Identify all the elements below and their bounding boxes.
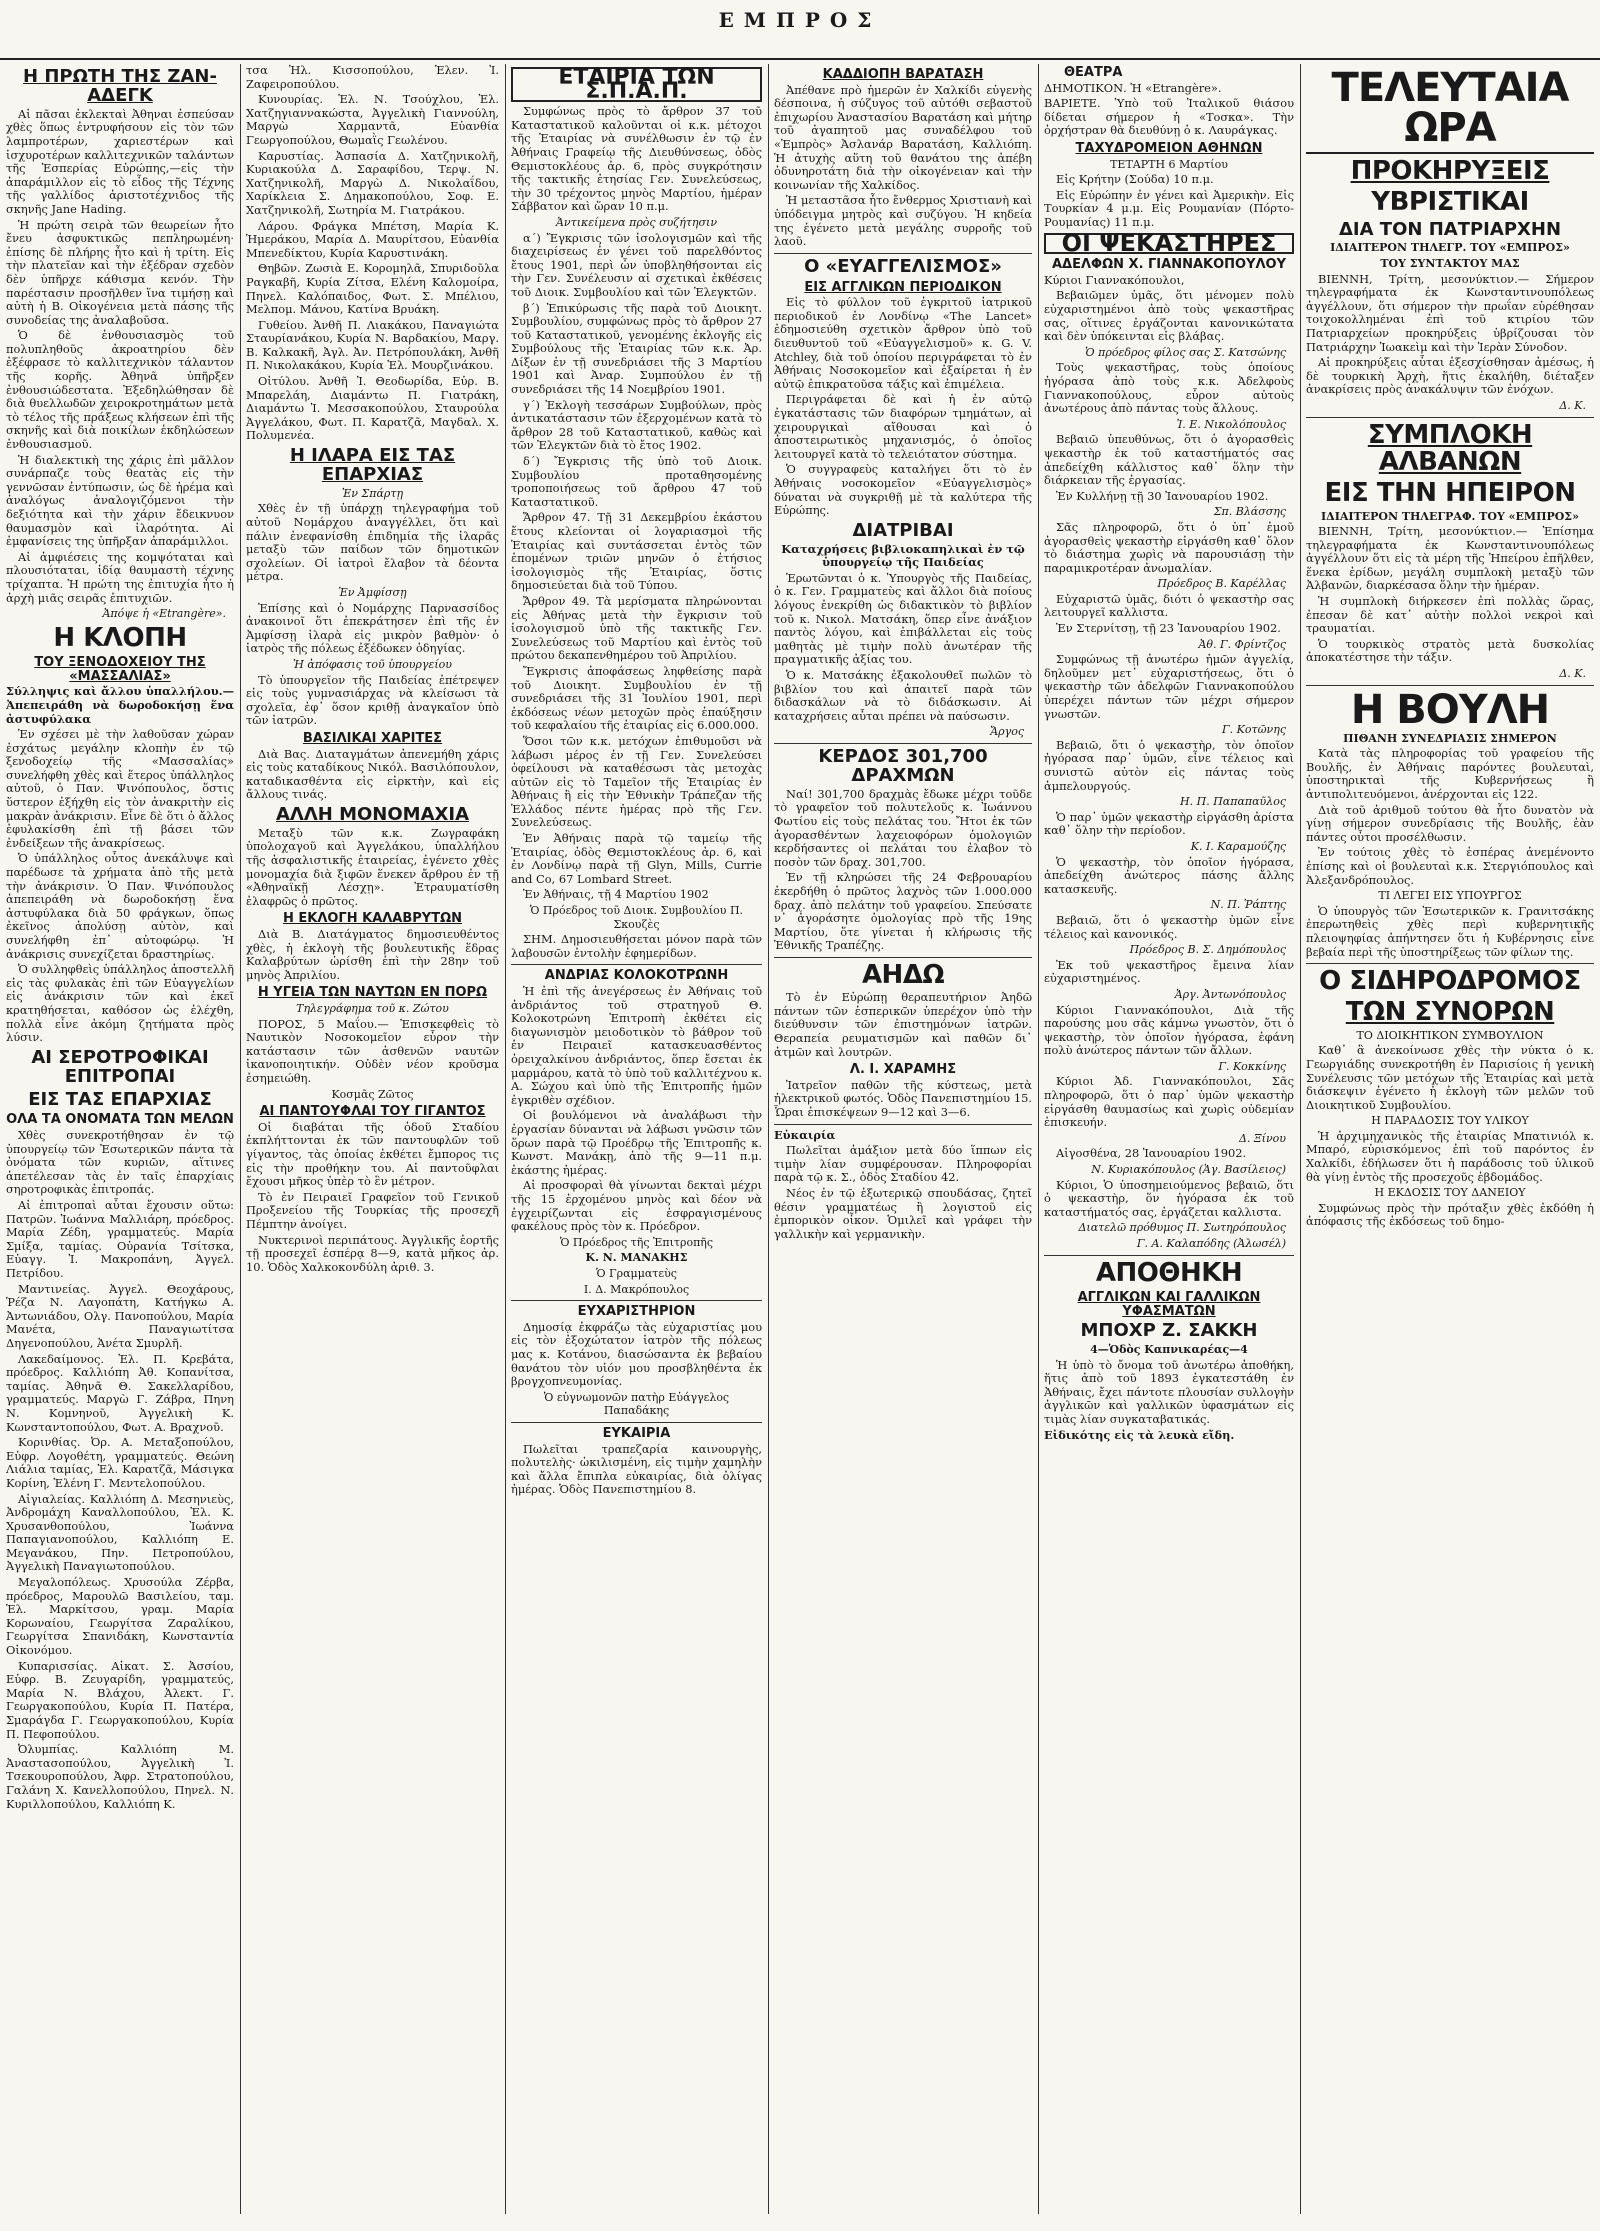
- paragraph: Αἰγιαλείας. Καλλιόπη Δ. Μεσηνιεὺς, Ἀνδρομάχη Καναλλοπούλου, Ἑλ. Κ. Χρυσανθοπούλου, Ἰωάννα Παπαγιανοπούλου, Καλλιόπη Ε. Μεγανάκου, Πην. Πετροπούλου, Ἀγγελικὴ Παναγιωτοπούλου.: [6, 1491, 234, 1574]
- section-subtitle: ΤΕΤΑΡΤΗ 6 Μαρτίου: [1110, 157, 1228, 171]
- paragraph: Βεβαιῶ, ὅτι ὁ ψεκαστὴρ ὑμῶν εἶνε τέλειος καὶ κανονικός.: [1044, 912, 1294, 941]
- divider: [1044, 1255, 1294, 1256]
- paragraph: Πωλεῖται τραπεζαρία καινουργὴς, πολυτελὴς· ὠκιλισμένη, εἰς τιμὴν χαμηλὴν καὶ ἄλλα ἔπιπλα εὐκαιρίας, διὰ ὀλίγας ἡμέρας. Ὁδὸς Πανεπιστημίου 8.: [511, 1441, 762, 1497]
- paragraph: Ὁ κ. Ματσάκης ἐξακολουθεῖ πωλῶν τὸ βιβλίον του καὶ ἀπαιτεῖ παρὰ τῶν διδασκάλων νὰ τὸ διδάσκωσιν. Αἱ καταχρήσεις αὗται πρέπει νὰ παύσωσιν.: [774, 668, 1032, 723]
- article-headline: Η ΚΛΟΠΗ: [53, 622, 187, 653]
- paragraph: Ἄρθρον 47. Τῇ 31 Δεκεμβρίου ἑκάστου ἔτους κλείονται οἱ λογαριασμοὶ τῆς Ἑταιρίας καὶ συντάσσεται ἐντὸς τῶν ἑπομένων τριῶν μηνῶν ὁ ἐτήσιος ἰσολογισμὸς τῆς Ἑταιρίας, ὅστις δημοσιεύεται διὰ τοῦ Τύπου.: [511, 510, 762, 593]
- paragraph: Ἀπέθανε πρὸ ἡμερῶν ἐν Χαλκίδι εὐγενὴς δέσποινα, ἡ σύζυγος τοῦ αὐτόθι σεβαστοῦ ἐπιχωρίου Ἀναστασίου Βαρατάση καὶ μήτηρ τοῦ ἀγαπητοῦ μας συναδέλφου τοῦ «Ἐμπρὸς» Ἀσλανάρ Βαρατάση, Καλλιόπη. Ἡ ἀτυχὴς αὕτη τοῦ θανάτου της ἀπέβη ὀδυνηροτάτη διὰ τὴν οἰκογένειαν καὶ τὴν κοινωνίαν τῆς Χαλκίδος.: [774, 82, 1032, 192]
- signature: Ὁ Πρόεδρος τοῦ Διοικ. Συμβουλίου Π. Σκουζὲς: [529, 904, 744, 931]
- paragraph: Κύριοι Ἀδ. Γιαννακόπουλοι, Σᾶς πληροφορῶ, ὅτι ὁ παρ᾽ ὑμῶν ψεκαστὴρ εἰργάσθη θαυμασίως καὶ χωρὶς οὐδεμίαν ἐπισκευήν.: [1044, 1074, 1294, 1130]
- paragraph: Πωλεῖται ἁμάξιον μετὰ δύο ἵππων εἰς τιμὴν λίαν συμφέρουσαν. Πληροφορίαι παρὰ τῷ κ. Σ., ὁδὸς Σταδίου 42.: [774, 1143, 1032, 1185]
- column-divider: [768, 64, 769, 2214]
- signature: Ἀπόψε ἡ «Etrangère».: [102, 607, 226, 621]
- paragraph: Τὸ ὑπουργεῖον τῆς Παιδείας ἐπέτρεψεν εἰς τοὺς γυμνασιάρχας νὰ κλείσωσι τὰ σχολεῖα, ἐφ᾽ ὅσον κριθῇ ἀναγκαῖον ὑπὸ τῶν ἰατρῶν.: [246, 672, 499, 728]
- column-1: [6, 64, 234, 2214]
- paragraph: Ἡ ἐπὶ τῆς ἀνεγέρσεως ἐν Ἀθήναις τοῦ ἀνδριάντος τοῦ στρατηγοῦ Θ. Κολοκοτρώνη Ἐπιτροπὴ ἐκθέτει εἰς διαγωνισμὸν μειοδοτικὸν τὸ βάθρον τοῦ ἐν Πειραιεῖ κατασκευασθέντος ὀρειχαλκίνου ἀνδριάντος, ὅπερ ἔσεται ἐκ μαρμάρου, κατὰ τὸ ὑπὸ τοῦ καλλιτέχνου κ. Α. Σώχου καὶ ὑπὸ τῆς Ἐπιτροπῆς ἡμῶν ἐγκριθὲν σχέδιον.: [511, 984, 762, 1107]
- paragraph: Αἱ ἐπιτροπαὶ αὗται ἔχουσιν οὕτω: Πατρῶν. Ἰωάννα Μαλλιάρη, πρόεδρος. Μαρία Ζέδη, γραμματεύς. Μαρία Σμίξα, ταμίας. Οὐρανία Τσίτσκα, Εὐαγγ. Ἰ. Μακροπάνη, Ἀγγελ. Πετρίδου.: [6, 1198, 234, 1281]
- section-headline: ΤΕΛΕΥΤΑΙΑ ΩΡΑ: [1306, 68, 1594, 154]
- paragraph: Κυνουρίας. Ἑλ. Ν. Τσούχλου, Ἑλ. Χατζηγιαννακώστα, Ἀγγελικὴ Γιαννούλη, Μαργὼ Χαρμαντᾶ, Εὐανθία Γεωργοπούλου, Θωμαῒς Γεωλένου.: [246, 92, 499, 147]
- paragraph: Ὀλυμπίας. Καλλιόπη Μ. Ἀναστασοπούλου, Ἀγγελικὴ Ἰ. Τσεκουροπούλου, Ἀφρ. Στρατοπούλου, Γαλάνη Χ. Κανελλοπούλου, Πηνελ. Ν. Κυριλλοπούλου, Καλλιόπη Κ.: [6, 1742, 234, 1811]
- article-headline: Ο «ΕΥΑΓΓΕΛΙΣΜΟΣ»: [804, 255, 1002, 277]
- paragraph: Αἱ προκηρύξεις αὗται ἐξεσχίσθησαν ἀμέσως, ἡ δὲ τουρκικὴ Ἀρχὴ, ἥτις ἐκαλήθη, διέταξεν ἀνακρίσεις πρὸς ἀνακάλυψιν τῶν ἐνόχων.: [1306, 355, 1594, 397]
- paragraph: Διὰ Β. Διατάγματος δημοσιευθέντος χθὲς, ἡ ἐκλογὴ τῆς βουλευτικῆς ἕδρας Καλαβρύτων ὡρίσθη ἐπὶ τὴν 28ην τοῦ μηνὸς Ἀπριλίου.: [246, 927, 499, 982]
- notice-headline: ΑΝΔΡΙΑΣ ΚΟΛΟΚΟΤΡΩΝΗ: [544, 968, 729, 984]
- paragraph: Ὁ ὑπουργὸς τῶν Ἐσωτερικῶν κ. Γρανιτσάκης ἐπερωτηθεὶς χθὲς περὶ κυβερνητικῆς πλειοψηφίας ἀπήντησεν ὅτι ἡ Κυβέρνησις εἶνε βεβαία περὶ τῆς ὑποστηρίξεως τῶν φίλων της.: [1306, 903, 1594, 959]
- paragraph: Χθὲς συνεκροτήθησαν ἐν τῷ ὑπουργείῳ τῶν Ἐσωτερικῶν πάντα τὰ ὀνόματα τῶν κυριῶν, αἵτινες ἀπετέλεσαν τὰς ἐν ταῖς ἐπαρχίαις σηροτροφικὰς ἐπιτροπάς.: [6, 1128, 234, 1197]
- advert-label: Εὐκαιρία: [774, 1127, 836, 1142]
- paragraph: Κύριοι, Ὁ ὑποσημειούμενος βεβαιῶ, ὅτι ὁ ψεκαστὴρ, ὅν ἠγόρασα ἐκ τοῦ καταστήματός σας, ἐργάζεται καλλιστα.: [1044, 1177, 1294, 1219]
- signature: Ἰ. Ε. Νικολόπουλος: [1176, 417, 1286, 431]
- paragraph: Εἰς τὸ φύλλον τοῦ ἐγκριτοῦ ἰατρικοῦ περιοδικοῦ ἐν Λονδίνῳ «The Lancet» ἐδημοσιεύθη σχετικὸν ἄρθρον ὑπὸ τοῦ διευθυντοῦ τοῦ «Εὐαγγελισμοῦ» κ. G. V. Atchley, διὰ τοῦ ὁποίου περιγράφεται τὸ ἐν Ἀθήναις Νοσοκομεῖον καὶ ἐξαίρεται ἡ ἐν αὐτῷ ἐπικρατοῦσα τάξις καὶ ἐπιμέλεια.: [774, 295, 1032, 391]
- paragraph: Συμφώνως πρὸς τὸ ἄρθρον 37 τοῦ Καταστατικοῦ καλοῦνται οἱ κ.κ. μέτοχοι τῆς Ἑταιρίας νὰ συνέλθωσιν ἐν τῷ ἐν Ἀθήναις Γραφείῳ τῆς Διευθύνσεως, ὁδὸς Θεμιστοκλέους ἀρ. 6, πρὸς συγκρότησιν τῆς τακτικῆς ἐτησίας Γεν. Συνελεύσεως, τὴν 30 τρέχοντος μηνὸς Μαρτίου, ἡμέραν Σάββατον καὶ ὥραν 10 π.μ.: [511, 104, 762, 214]
- paragraph: Αἱ προσφοραὶ θὰ γίνωνται δεκταὶ μέχρι τῆς 15 ἐρχομένου μηνὸς καὶ δέον νὰ ἐγχειρίζωνται εἰς ἐσφραγισμένους φακέλους πρὸς τὸν κ. Πρόεδρον.: [511, 1178, 762, 1234]
- paragraph: Ὁ τουρκικὸς στρατὸς μετὰ δυσκολίας ἀποκατέστησε τὴν τάξιν.: [1306, 636, 1594, 665]
- paragraph: ΔΗΜΟΤΙΚΟΝ. Ἡ «Etrangère».: [1044, 80, 1222, 95]
- paragraph: δ΄) Ἔγκρισις τῆς ὑπὸ τοῦ Διοικ. Συμβουλίου προταθησομένης τροποποιήσεως τοῦ ἄρθρου 47 τοῦ Καταστατικοῦ.: [511, 454, 762, 509]
- paragraph: Κύριοι Γιαννακόπουλοι, Διὰ τῆς παρούσης μου σᾶς κάμνω γνωστὸν, ὅτι ὁ ψεκαστὴρ, τὸν ὁποῖον ἠγόρασα, ἐφάνη πολὺ ἀνώτερος πάντων τῶν ἄλλων.: [1044, 1002, 1294, 1058]
- paragraph: Σᾶς πληροφορῶ, ὅτι ὁ ὑπ᾽ ἐμοῦ ἀγορασθεὶς ψεκαστὴρ εἰργάσθη καθ᾽ ὅλον τὸ διάστημα χωρὶς νὰ παρουσιάσῃ τὴν παραμικροτέραν ἀνωμαλίαν.: [1044, 519, 1294, 575]
- paragraph: Περιγράφεται δὲ καὶ ἡ ἐν αὐτῷ ἐγκατάστασις τῶν διαφόρων τμημάτων, αἱ χειρουργικαὶ αἴθουσαι καὶ ὁ ἀποστειρωτικὸς μηχανισμός, ὁ ὁποῖος λειτουργεῖ κατὰ τὸ τελειότατον σύστημα.: [774, 392, 1032, 461]
- paragraph: ΒΑΡΙΕΤΕ. Ὑπὸ τοῦ Ἰταλικοῦ θιάσου δίδεται σήμερον ἡ «Τοσκα». Τὴν ὀρχήστραν θὰ διευθύνῃ ὁ κ. Λαυράγκας.: [1044, 96, 1294, 138]
- signature: Πρόεδρος Β. Καρέλλας: [1157, 577, 1286, 591]
- paragraph: Ἡ μεταστᾶσα ἦτο ἔνθερμος Χριστιανὴ καὶ ὑπόδειγμα μητρὸς καὶ συζύγου. Ἡ κηδεία της ἐγένετο μετὰ μεγάλης συρροῆς τοῦ λαοῦ.: [774, 193, 1032, 249]
- paragraph: Λάρου. Φράγκα Μπέτση, Μαρία Κ. Ἡμεράκου, Μαρία Δ. Μαυρίτσου, Εὐανθία Μπενεδίκτου, Κυρία Καρυστινάκη.: [246, 218, 499, 260]
- article-headline: ΑΙ ΠΑΝΤΟΥΦΛΑΙ ΤΟΥ ΓΙΓΑΝΤΟΣ: [259, 1104, 486, 1120]
- paragraph: Κατὰ τὰς πληροφορίας τοῦ γραφείου τῆς Βουλῆς, ἐν Ἀθήναις παρόντες βουλευταὶ, ὑποστηρικταὶ τῆς Κυβερνήσεως ἢ ἀντιπολιτευόμενοι, ἀνέρχονται εἰς 122.: [1306, 746, 1594, 801]
- section-subtitle: Τηλεγράφημα τοῦ κ. Ζώτου: [296, 1002, 449, 1016]
- article-headline: ΥΒΡΙΣΤΙΚΑΙ: [1371, 187, 1529, 218]
- divider: [511, 964, 762, 965]
- paragraph: Ἐρωτῶνται ὁ κ. Ὑπουργὸς τῆς Παιδείας, ὁ κ. Γεν. Γραμματεὺς καὶ ἄλλοι διὰ ποίους λόγους ἐνεκρίθη ὡς διδακτικὸν τὸ βιβλίον τοῦ κ. Νικολ. Ματσάκη, ὅπερ εἶνε ἀνάξιον παντὸς λόγου, καὶ ἐπιβάλλεται εἰς τοὺς μαθητὰς μὲ τιμὴν πολὺ ἀνωτέραν τῆς πραγματικῆς ἀξίας του.: [774, 570, 1032, 667]
- paragraph: Ναί! 301,700 δραχμὰς ἔδωκε μέχρι τοῦδε τὸ γραφεῖον τοῦ πολυτελοῦς κ. Ἰωάννου Φωτίου εἰς τοὺς πελάτας του. Ἤτοι ἐκ τῶν ἀγορασθέντων λαχειοφόρων ὁμολογιῶν κερδήσαντες οἱ πελάται του ἐλαβον τὸ ποσὸν τῶν δραχ. 301,700.: [774, 786, 1032, 869]
- paragraph: Τὸ ἐν Πειραιεῖ Γραφεῖον τοῦ Γενικοῦ Προξενείου τῆς Τουρκίας τῆς προσεχῆ Πέμπτην ἀνοίγει.: [246, 1189, 499, 1231]
- divider: [774, 957, 1032, 958]
- paragraph: Ἐν Ἀθήναις, τῇ 4 Μαρτίου 1902: [523, 887, 709, 902]
- paragraph: α΄) Ἔγκρισις τῶν ἰσολογισμῶν καὶ τῆς διαχειρίσεως ἐν γένει τοῦ παρελθόντος ἔτους 1901, περὶ ὧν ὑποβληθήσονται εἰς τὴν Γεν. Συνέλευσιν αἱ σχετικαὶ ἐκθέσεις τοῦ Διοικ. Συμβουλίου καὶ τῶν Ἐλεγκτῶν.: [511, 230, 762, 299]
- paragraph: ΣΗΜ. Δημοσιευθήσεται μόνον παρὰ τῶν λαβουσῶν ἐντολὴν ἐφημερίδων.: [511, 932, 762, 960]
- paragraph: Ἡ πρώτη σειρὰ τῶν θεωρείων ἦτο ἔνευ ἀσφυκτικῶς πεπληρωμένη· ἐπίσης δὲ πλήρης ἦτο καὶ ἡ τρίτη. Εἰς τὴν πλατεῖαν καὶ τὴν ἐξέδραν σχεδὸν δὲν ὑπῆρχε κάθισμα κενόν. Τὴν παρέστασιν προσῆλθεν ἵνα τιμήσῃ καὶ αὐτὴ ἡ Β. Οἰκογένεια μετὰ πάσης τῆς συνοδείας της ἀναλαβοῦσα.: [6, 217, 234, 327]
- signature: Γ. Α. Καλαπόδης (Ἀλωσέλ): [1136, 1237, 1286, 1250]
- paragraph: Καρυστίας. Ἀσπασία Δ. Χατζηνικολῆ, Κυριακούλα Δ. Σαραφίδου, Τερψ. Ν. Χατζηνικολῆ, Μαργὼ Δ. Νικολαΐδου, Χαρίκλεια Σ. Δημακοπούλου, Σοφ. Ε. Χατζηνικολῆ, Σωτηρία Μ. Γιατράκου.: [246, 148, 499, 217]
- section-subtitle: Ἐν Σπάρτῃ: [341, 486, 404, 500]
- paragraph: τσα Ἠλ. Κισσοπούλου, Ἑλεν. Ἰ. Ζαφειροπούλου.: [246, 64, 499, 91]
- article-headline: ΚΑΔΔΙΟΠΗ ΒΑΡΑΤΑΣΗ: [822, 67, 984, 82]
- paragraph: Νυκτερινοὶ περιπάτους. Ἀγγλικῆς ἑορτῆς τῇ προσεχεῖ ἑσπέρᾳ 8—9, κατὰ μῆκος ἀρ. 10. Ὁδὸς Χαλκοκονδύλη ἀριθ. 3.: [246, 1232, 499, 1274]
- paragraph: Ἐν τούτοις χθὲς τὸ ἑσπέρας ἀνεμένοντο ἐπίσης καὶ οἱ βουλευταὶ κ.κ. Στεργιόπουλος καὶ Ἀλεξανδρόπουλος.: [1306, 845, 1594, 887]
- paragraph: Ἐν Κυλλήνῃ τῇ 30 Ἰανουαρίου 1902.: [1056, 488, 1269, 503]
- signature: Ὁ εὐγνωμονῶν πατὴρ Εὐάγγελος Παπαδάκης: [543, 1390, 730, 1418]
- column-5: [1044, 64, 1294, 2214]
- paragraph: Εἰδικότης εἰς τὰ λευκὰ εἴδη.: [1044, 1427, 1235, 1442]
- divider: [774, 253, 1032, 254]
- paragraph: Ὁ συλληφθεὶς ὑπάλληλος ἀποστελλῆ εἰς τὰς φυλακὰς ἐπὶ τῶν Εὐαγγελίων εἰς ἀνάκρισιν τῶν καὶ ἐκεῖ κρατηθήσεται, καθόσον ὡς ἐλέχθη, πολλὰ εἶνε ἀκόμη ζητήματα πρὸς λύσιν.: [6, 962, 234, 1045]
- column-divider: [1300, 64, 1301, 2214]
- article-headline: ΕΙΣ ΤΑΣ ΕΠΑΡΧΙΑΣ: [28, 1088, 212, 1110]
- paragraph: Ἔγκρισις ἀποφάσεως ληφθείσης παρὰ τοῦ Διοικητ. Συμβουλίου ἐν τῇ συνεδριάσει τῆς 31 Ἰουλίου 1901, περὶ ἐκδόσεως νέων μετοχῶν πρὸς ἐπαύξησιν τοῦ κεφαλαίου τῆς ἑταιρίας εἰς 6.000.000.: [511, 663, 762, 733]
- section-subtitle: ΙΔΙΑΙΤΕΡΟΝ ΤΗΛΕΓΡΑΦ. ΤΟΥ «ΕΜΠΡΟΣ»: [1321, 509, 1579, 523]
- advert-headline: ΑΗΔΩ: [861, 959, 945, 990]
- column-3: [511, 64, 762, 2214]
- divider: [1306, 963, 1594, 964]
- signature: Κ. Ν. ΜΑΝΑΚΗΣ: [585, 1251, 688, 1265]
- article-headline: Η ΠΡΩΤΗ ΤΗΣ ΖΑΝ-ΑΔΕΓΚ: [23, 66, 217, 106]
- paragraph: Συμφώνως πρὸς τὴν πρόταξιν χθὲς ἐκδόθη ἡ ἀπόφασις τῆς ἐκδόσεως τοῦ δημο-: [1306, 1200, 1594, 1229]
- signature: Η. Π. Παπαπαῦλος: [1180, 795, 1286, 809]
- paragraph: Μαντινείας. Ἀγγελ. Θεοχάρους, Ῥέζα Ν. Λαγοπάτη, Κατήγκω Α. Ἀντωνιάδου, Ολγ. Πανοπούλου, Μαρία Μανέτα, Παναγιωτίτσα Δηγενοπούλου, Ἀνέτα Σμυρλῆ.: [6, 1281, 234, 1350]
- paragraph: Βεβαιῶ, ὅτι ὁ ψεκαστὴρ, τὸν ὁποῖον ἠγόρασα παρ᾽ ὑμῶν, εἶνε τέλειος καὶ συνιστῶ αὐτὸν εἰς πάντας τοὺς ἀμπελουργούς.: [1044, 737, 1294, 793]
- masthead-rule: [0, 58, 1600, 60]
- section-subtitle: ΤΙ ΛΕΓΕΙ ΕΙΣ ΥΠΟΥΡΓΟΣ: [1378, 889, 1522, 903]
- divider: [774, 1124, 1032, 1125]
- article-headline: ΕΙΣ ΤΗΝ ΗΠΕΙΡΟΝ: [1324, 478, 1576, 509]
- signature: Ὁ Πρόεδρος τῆς Ἐπιτροπῆς: [559, 1235, 714, 1249]
- section-subtitle: ΤΟ ΔΙΟΙΚΗΤΙΚΟΝ ΣΥΜΒΟΥΛΙΟΝ: [1356, 1028, 1544, 1042]
- column-divider: [505, 64, 506, 2214]
- paragraph: Ὁ ψεκαστὴρ, τὸν ὁποῖον ἠγόρασα, ἀπεδείχθη ἀνώτερος πάσης ἄλλης κατασκευῆς.: [1044, 854, 1294, 896]
- paragraph: Ἐν Στερνίτσῃ, τῇ 23 Ἰανουαρίου 1902.: [1056, 621, 1281, 636]
- advert-subheadline: ΑΓΓΛΙΚΩΝ ΚΑΙ ΓΑΛΛΙΚΩΝ ΥΦΑΣΜΑΤΩΝ: [1077, 1289, 1261, 1319]
- signature: Σπ. Βλάσσης: [1213, 505, 1286, 519]
- section-headline: ΘΕΑΤΡΑ: [1064, 65, 1123, 80]
- article-headline: ΤΩΝ ΣΥΝΟΡΩΝ: [1345, 997, 1555, 1028]
- advert-headline: ΟΙ ΨΕΚΑΣΤΗΡΕΣ: [1044, 233, 1294, 255]
- paragraph: Κυπαρισσίας. Αἰκατ. Σ. Ἀσσίου, Εὐφρ. Β. Ζευγαρίδη, γραμματεύς, Μαρία Ν. Βλάχου, Ἀλεκτ. Γ. Γεωργακοπούλου, Κυρία Π. Πατέρα, Σμαράγδα Γ. Γεωργακοπούλου, Κυρία Π. Πεφοπούλου.: [6, 1658, 234, 1741]
- paragraph: Δημοσίᾳ ἐκφράζω τὰς εὐχαριστίας μου εἰς τὸν ἐξοχώτατον ἰατρὸν τῆς πόλεως μας κ. Κοτάνου, διασώσαντα ἐκ βεβαίου θανάτου τὸν υἱόν μου προσβληθέντα ἐκ βρογχοπνευμονίας.: [511, 1319, 762, 1389]
- signature: Κοσμᾶς Ζῶτος: [331, 1087, 414, 1101]
- paragraph: γ΄) Ἐκλογὴ τεσσάρων Συμβούλων, πρὸς ἀντικατάστασιν τῶν ἐξερχομένων κατὰ τὸ ἄρθρον 28 τοῦ Καταστατικοῦ, καθὼς καὶ τῶν Ἐλεγκτῶν διὰ τὸ ἔτος 1902.: [511, 397, 762, 453]
- notice-headline: ΕΥΧΑΡΙΣΤΗΡΙΟΝ: [577, 1304, 696, 1320]
- paragraph: Ἰατρεῖον παθῶν τῆς κύστεως, μετὰ ἠλεκτρικοῦ φωτός. Ὁδὸς Πανεπιστημίου 15. Ὧραι ἐπισκέψεων 9—12 καὶ 3—6.: [774, 1077, 1032, 1119]
- article-headline: ΒΑΣΙΛΙΚΑΙ ΧΑΡΙΤΕΣ: [302, 730, 443, 746]
- paragraph: Καθ᾽ ἃ ἀνεκοίνωσε χθὲς τὴν νύκτα ὁ κ. Γεωργιάδης συνεκροτήθη ἐν Παρισίοις ἡ γενικὴ Συνέλευσις τῶν μετόχων τῆς Ἑταιρίας καὶ μετὰ διάσκεψιν ἐγένετο ἡ ἐκλογὴ τῶν μελῶν τοῦ Διοικητικοῦ Συμβουλίου.: [1306, 1043, 1594, 1112]
- paragraph: Ἐκ τοῦ ψεκαστῆρος ἔμεινα λίαν εὐχαριστημένος.: [1044, 957, 1294, 986]
- article-subheadline: ΕΙΣ ΑΓΓΛΙΚΩΝ ΠΕΡΙΟΔΙΚΟΝ: [804, 279, 1002, 295]
- paragraph: Κύριοι Γιαννακόπουλοι,: [1044, 272, 1185, 287]
- divider: [511, 1300, 762, 1301]
- paragraph: β΄) Ἐπικύρωσις τῆς παρὰ τοῦ Διοικητ. Συμβουλίου, συμφώνως πρὸς τὸ ἄρθρον 27 τοῦ Καταστατικοῦ, γενομένης ἐκλογῆς εἰς Συμβούλους τῆς Ἑταιρίας τῶν κ.κ. Ἀρ. Δίξων ἐν τῇ συνεδριάσει τῆς 3 Μαρτίου 1901 καὶ Ἀναρ. Συμπούλου ἐν τῇ συνεδριάσει τῆς 14 Νοεμβρίου 1901.: [511, 300, 762, 397]
- column-divider: [240, 64, 241, 2214]
- article-headline: Η ΕΚΛΟΓΗ ΚΑΛΑΒΡΥΤΩΝ: [282, 911, 463, 927]
- paragraph: ΒΙΕΝΝΗ, Τρίτη, μεσονύκτιον.— Σήμερον τηλεγραφήματα ἐκ Κωνσταντινουπόλεως ἀγγέλλουν, ὅτι σήμερον τὴν πρωΐαν εὑρέθησαν τοιχοκολλημέναι ἐπὶ τοῦ κτιρίου τῶν Πατριαρχείων προκηρύξεις ὑβρίζουσαι τὸν Πατριάρχην Ἰωακεὶμ καὶ τὴν Ἱερὰν Σύνοδον.: [1306, 271, 1594, 354]
- section-subtitle: Ἡ ἀπόφασις τοῦ ὑπουργείου: [293, 657, 452, 671]
- section-subtitle: Ἐν Ἀμφίσσῃ: [338, 585, 407, 599]
- article-headline: Η ΥΓΕΙΑ ΤΩΝ ΝΑΥΤΩΝ ΕΝ ΠΟΡΩ: [257, 985, 488, 1001]
- signature: Γ. Κοτῶνης: [1222, 723, 1286, 737]
- paragraph: Θηβῶν. Ζωσιὰ Ε. Κορομηλᾶ, Σπυριδοῦλα Ραγκαβῆ, Κυρία Ζίτσα, Ελένη Καλομοίρα, Πηνελ. Καλόπαιδος, Φωτ. Σ. Μπέλιου, Μελπομ. Μάνου, Κατίνα Βρυάκη.: [246, 261, 499, 317]
- article-headline: Η ΒΟΥΛΗ: [1350, 686, 1550, 733]
- paragraph: Ὅσοι τῶν κ.κ. μετόχων ἐπιθυμοῦσι νὰ λάβωσι μέρος ἐν τῇ Γεν. Συνελεύσει ὀφείλουσι νὰ καταθέσωσι τὰς μετοχὰς αὐτῶν εἰς τὸ Ταμεῖον τῆς Ἑταιρίας ἐν Ἀθήναις ἢ εἰς τὴν Ἐθνικὴν Τράπεζαν τῆς Ἑλλάδος πέντε ἡμέρας πρὸ τῆς Γεν. Συνελεύσεως.: [511, 733, 762, 830]
- paragraph: Οἱ διαβάται τῆς ὁδοῦ Σταδίου ἐκπλήττονται ἐκ τῶν παντουφλῶν τοῦ γίγαντος, τὰς ὁποίας ἐκθέτει ἔμπορος τις εἰς τὴν προθήκην του. Αἱ παντοῦφλαι ἔχουσι μῆκος ὑπὲρ τὸ ἓν μέτρον.: [246, 1119, 499, 1189]
- paragraph: Ἐπίσης καὶ ὁ Νομάρχης Παρνασσίδος ἀνακοινοῖ ὅτι ἐπεκράτησεν ἐπὶ τῆς ἐν Ἀμφίσσῃ ἱλαρὰ εἰς μικρὸν βαθμὸν· ὁ ἰατρὸς τῆς πόλεως ἐξέδωκεν ὁδηγίας.: [246, 600, 499, 656]
- paragraph: Συμφώνως τῇ ἀνωτέρω ἡμῶν ἀγγελίᾳ, δηλοῦμεν μετ᾽ εὐχαριστήσεως, ὅτι ὁ ψεκαστὴρ τῶν ἀδελφῶν Γιαννακοπούλου ὑπερέχει πάντων τῶν μέχρι σήμερον γνωστῶν.: [1044, 652, 1294, 721]
- paragraph: Ὁ συγγραφεὺς καταλήγει ὅτι τὸ ἐν Ἀθήναις νοσοκομεῖον «Εὐαγγελισμὸς» δύναται νὰ συγκριθῇ μὲ τὰ καλύτερα τῆς Εὐρώπης.: [774, 462, 1032, 518]
- paragraph: Μεταξὺ τῶν κ.κ. Ζωγραφάκη ὑπολοχαγοῦ καὶ Ἀγγελάκου, ὑπαλλήλου τῆς ἀσφαλιστικῆς ἑταιρείας, ἐγένετο χθὲς μονομαχία διὰ ξιφῶν ἕνεκεν ἄρθρου ἐν τῇ «Ἀθηναϊκῇ Λέσχῃ». Ἐτραυματίσθη ἐλαφρῶς ὁ πρῶτος.: [246, 825, 499, 908]
- article-deck: Καταχρήσεις βιβλιοκαπηλικαὶ ἐν τῷ ὑπουργείῳ τῆς Παιδείας: [781, 541, 1025, 570]
- paragraph: Αἱ ἀμφιέσεις της κομψόταται καὶ πλουσιόταται, ἰδίᾳ θαυμαστὴ τέχνης τρίχαπτα. Ἡ πρώτη της ἐπιτυχία ἦτο ἡ ἀρχὴ μιᾶς σειρᾶς ἐπιτυχιῶν.: [6, 549, 234, 605]
- section-subtitle: Η ΕΚΔΟΣΙΣ ΤΟΥ ΔΑΝΕΙΟΥ: [1374, 1186, 1526, 1200]
- paragraph: Μεγαλοπόλεως. Χρυσούλα Ζέρβα, πρόεδρος, Μαρουλῶ Βασιλείου, ταμ. Ἑλ. Μαρκίτσου, γραμ. Μαρία Κορωναίου, Γεωργίτσα Ζαραλίκου, Γεωργίτσα Σπανιδάκη, Κωνσταντία Οἰκονόμου.: [6, 1575, 234, 1658]
- section-subtitle: ΠΙΘΑΝΗ ΣΥΝΕΔΡΙΑΣΙΣ ΣΗΜΕΡΟΝ: [1343, 731, 1557, 745]
- article-headline: ΣΥΜΠΛΟΚΗ ΑΛΒΑΝΩΝ: [1367, 419, 1533, 477]
- paragraph: Εἰς Εὐρώπην ἐν γένει καὶ Ἀμερικὴν. Εἰς Τουρκίαν 4 μ.μ. Εἰς Ρουμανίαν (Πόρτο-Ρουμανίας) 11 π.μ.: [1044, 187, 1294, 229]
- article-subheadline: ΤΟΥ ΞΕΝΟΔΟΧΕΙΟΥ ΤΗΣ «ΜΑΣΣΑΛΙΑΣ»: [34, 655, 206, 684]
- paragraph: Αἱ πᾶσαι ἐκλεκταὶ Ἀθηναι ἐσπεύσαν χθὲς ὅπως ἐντρυφήσουν εἰς τὸν τῶν λαμπροτέρων, χαριεστέρων καὶ ἰσχυροτέρων καλλιτεχνικῶν ταλάντων τῆς Ἑσπερίας Εὐρώπης,—εἰς τὴν ἀπαράμιλλον εἰς τὸ εἶδος τῆς Τέχνης τῆς γαλλίδος ἀριστοτέχνιδος τῆς σκηνῆς Jane Hading.: [6, 106, 234, 216]
- signature: Ι. Δ. Μακρόπουλος: [583, 1282, 690, 1296]
- column-divider: [1038, 64, 1039, 2214]
- section-subtitle: Η ΠΑΡΑΔΟΣΙΣ ΤΟΥ ΥΛΙΚΟΥ: [1371, 1114, 1529, 1128]
- paragraph: Ἡ ὑπὸ τὸ ὄνομα τοῦ ἀνωτέρω ἀποθήκη, ἥτις ἀπὸ τοῦ 1893 ἐγκατεστάθη ἐν Ἀθήναις, ἔχει πάντοτε πλουσίαν συλλογὴν ἀγγλικῶν καὶ γαλλικῶν ὑφασμάτων εἰς τιμὰς λίαν συγκαταβατικάς.: [1044, 1357, 1294, 1427]
- article-headline: ΑΙ ΣΕΡΟΤΡΟΦΙΚΑΙ ΕΠΙΤΡΟΠΑΙ: [31, 1046, 209, 1087]
- article-headline: Ο ΣΙΔΗΡΟΔΡΟΜΟΣ: [1319, 966, 1581, 997]
- paragraph: Αἰγοσθένα, 28 Ἰανουαρίου 1902.: [1056, 1146, 1247, 1161]
- paragraph: Νέος ἐν τῷ ἐξωτερικῷ σπουδάσας, ζητεῖ θέσιν γραμματέως ἢ λογιστοῦ εἰς ἐμπορικὸν οἶκον. Ὁμιλεῖ καὶ γράφει τὴν γαλλικὴν καὶ γερμανικὴν.: [774, 1185, 1032, 1241]
- signature: Ν. Π. Ῥάπτης: [1210, 898, 1286, 912]
- paragraph: Ὁ ὑπάλληλος οὗτος ἀνεκάλυψε καὶ παρέδωσε τὰ χρήματα ἀπὸ τῆς μετὰ τὴν ἀνάκρισιν. Ὁ Παν. Ψινόπουλος ἀπεπειράθη νὰ δωροδοκήσῃ ἕνα ἀστυφύλακα διὰ 50 φράγκων, ὅπως ἐκεῖνος ἀπολύσῃ αὐτὸν, καὶ συνελήφθη ἐπ᾽ αὐτοφώρῳ. Ἡ ἀνάκρισις συνεχίζεται δραστηρίως.: [6, 851, 234, 961]
- advert-subheadline: ΜΠΟΧΡ Ζ. ΣΑΚΚΗ: [1080, 1320, 1258, 1342]
- article-subheadline: ΟΛΑ ΤΑ ΟΝΟΜΑΤΑ ΤΩΝ ΜΕΛΩΝ: [6, 1112, 234, 1128]
- paragraph: Τὸ ἐν Εὐρώπῃ θεραπευτήριον Ἀηδῶ πάντων τῶν ἑσπερικῶν ὑπερέχον ὑπὸ τὴν διεύθυνσιν τῶν ἐπιστημόνων ἰατρῶν. Θεραπεία ρευματισμῶν καὶ παθῶν δι᾽ ἀτμῶν καὶ λουτρῶν.: [774, 990, 1032, 1059]
- signature: Ὁ Γραμματεὺς: [596, 1266, 677, 1280]
- paragraph: Βεβαιῶμεν ὑμᾶς, ὅτι μένομεν πολὺ εὐχαριστημένοι ἀπὸ τοὺς ψεκαστῆρας σας, οἵτινες ἐργάζονται κανονικώτατα καὶ δὲν ὑπόκεινται εἰς βλάβας.: [1044, 288, 1294, 344]
- divider: [1306, 685, 1594, 686]
- notice-headline: ΕΤΑΙΡΙΑ ΤΩΝ Σ.Π.Α.Π.: [511, 67, 762, 102]
- article-headline: ΑΛΛΗ ΜΟΝΟΜΑΧΙΑ: [275, 803, 470, 825]
- signature: Δ. Κ.: [1559, 667, 1586, 681]
- signature: Διατελῶ πρόθυμος Π. Σωτηρόπουλος: [1078, 1221, 1286, 1235]
- section-subtitle: Ἀντικείμενα πρὸς συζήτησιν: [555, 215, 718, 229]
- paragraph: ΒΙΕΝΝΗ, Τρίτη, μεσονύκτιον.— Ἐπίσημα τηλεγραφήματα ἐκ Κωνσταντινουπόλεως ἀγγέλλουν ὅτι εἰς τὰ μέρη τῆς Ἠπείρου ἐπῆλθεν, ἕνεκα ἐρίδων, μεγάλη συμπλοκὴ μεταξὺ τῶν Ἀλβανῶν, διαρκέσασα ὅλην τὴν ἡμέραν.: [1306, 524, 1594, 593]
- paragraph: Γυθείου. Ἀνθῆ Π. Λιακάκου, Παναγιώτα Σταυρίανάκου, Κυρία Ν. Βαρδακίου, Μαργ. Β. Καλκακῆ, Ἀγλ. Ἀν. Πετρόπουλάκη, Ἀνθῆ Π. Νικολακάκου, Κυρία Ἑλ. Μουρζινάκου.: [246, 317, 499, 373]
- paragraph: Χθὲς ἐν τῇ ὑπάρχῃ τηλεγραφήμα τοῦ αὐτοῦ Νομάρχου ἀναγγέλλει, ὅτι καὶ πάλιν ἐνεφανίσθη ἐπιδημία τῆς ἱλαρᾶς μεταξὺ τῶν παίδων τῶν δημοτικῶν σχολείων. Οἱ ἰατροὶ ἔλαβον τὰ δέοντα μέτρα.: [246, 501, 499, 584]
- divider: [1306, 417, 1594, 418]
- paragraph: Διὰ Βας. Διαταγμάτων ἀπενεμήθη χάρις εἰς τοὺς καταδίκους Νικόλ. Βασιλόπουλον, καταδικασθέντα εἰς εἰρκτὴν, καὶ εἰς ἄλλους τινάς.: [246, 746, 499, 802]
- advert-headline: ΑΠΟΘΗΚΗ: [1095, 1257, 1243, 1288]
- paragraph: Εἰς Κρήτην (Σούδα) 10 π.μ.: [1056, 172, 1214, 187]
- signature: Ἄργος: [990, 725, 1024, 739]
- divider: [774, 743, 1032, 744]
- article-deck: Σύλληψις καὶ ἄλλου ὑπαλλήλου.—Ἀπεπειράθη νὰ δωροδοκήσῃ ἕνα ἀστυφύλακα: [6, 684, 234, 726]
- paragraph: Διὰ τοῦ ἀριθμοῦ τούτου θὰ ἦτο δυνατὸν νὰ γίνῃ σήμερον συνεδρίασις τῆς Βουλῆς, ἐὰν πάντες οὗτοι προσέλθωσιν.: [1306, 802, 1594, 844]
- article-headline: Η ΙΛΑΡΑ ΕΙΣ ΤΑΣ ΕΠΑΡΧΙΑΣ: [289, 445, 456, 485]
- paragraph: ΠΟΡΟΣ, 5 Μαΐου.— Ἐπισκεφθεὶς τὸ Ναυτικὸν Νοσοκομεῖον εὗρον τὴν κατάστασιν τῶν ἀσθενῶν ναυτῶν ἱκανοποιητικήν. Οὐδὲν νέον κροῦσμα ἐσημειώθη.: [246, 1016, 499, 1085]
- paragraph: Ἐν τῇ κληρώσει τῆς 24 Φεβρουαρίου ἐκερδήθη ὁ πρῶτος λαχνὸς τῶν 1.000.000 δραχ. ἀπὸ πελάτην τοῦ γραφείου. Σπεύσατε ν᾽ ἀγοράσητε ὁμολογίας πρὸ τῆς 19ης Μαρτίου, ὅτε γίνεται ἡ κλήρωσις τῆς Ἐθνικῆς Τραπέζης.: [774, 870, 1032, 953]
- paragraph: Οἱ βουλόμενοι νὰ ἀναλάβωσι τὴν ἐργασίαν δύνανται νὰ λάβωσι γνῶσιν τῶν ὅρων παρὰ τῷ Προέδρῳ τῆς Ἐπιτροπῆς κ. Κωνστ. Μανάκῃ, ἀπὸ τῆς 9—11 π.μ. ἑκάστης ἡμέρας.: [511, 1108, 762, 1177]
- advert-subheadline: ΑΔΕΛΦΩΝ Χ. ΓΙΑΝΝΑΚΟΠΟΥΛΟΥ: [1051, 257, 1287, 273]
- section-subtitle: ΙΔΙΑΙΤΕΡΟΝ ΤΗΛΕΓΡ. ΤΟΥ «ΕΜΠΡΟΣ»: [1330, 241, 1570, 255]
- section-subtitle: ΤΟΥ ΣΥΝΤΑΚΤΟΥ ΜΑΣ: [1380, 257, 1520, 271]
- paragraph: Βεβαιῶ ὑπευθύνως, ὅτι ὁ ἀγορασθεὶς ψεκαστὴρ ἐκ τοῦ καταστήματός σας ἀπεδείχθη κάλλιστος καθ᾽ ὅλην τὴν διάρκειαν τῆς ἐργασίας.: [1044, 432, 1294, 488]
- paragraph: Τοὺς ψεκαστῆρας, τοὺς ὁποίους ἠγόρασα ἀπὸ τοὺς κ.κ. Ἀδελφοὺς Γιαννακοπούλους, εὗρον αὐτοὺς ἀνωτέρους ἀπὸ πάντας τοὺς ἄλλους.: [1044, 360, 1294, 416]
- signature: Ν. Κυριακόπουλος (Ἁγ. Βασίλειος): [1091, 1163, 1286, 1177]
- divider: [511, 1422, 762, 1423]
- paragraph: Εὐχαριστῶ ὑμᾶς, διότι ὁ ψεκαστὴρ σας λειτουργεῖ καλλιστα.: [1044, 591, 1294, 620]
- paragraph: Λακεδαίμονος. Ἑλ. Π. Κρεβάτα, πρόεδρος. Καλλιόπη Ἀθ. Κοπανίτσα, ταμίας. Ἀθηνᾶ Θ. Σακελλαρίδου, γραμματεύς. Μαργὼ Γ. Ζάβρα, Πηνη Ν. Κομνηνοῦ, Ἀγγελικὴ Κ. Κωνσταντοπούλου, Φωτ. Α. Βραχνοῦ.: [6, 1351, 234, 1434]
- article-headline: ΔΙΑΤΡΙΒΑΙ: [852, 519, 954, 541]
- section-headline: ΤΑΧΥΔΡΟΜΕΙΟΝ ΑΘΗΝΩΝ: [1075, 140, 1263, 156]
- paragraph: Ἡ διαλεκτικὴ της χάρις ἐπὶ μᾶλλον συνάρπαζε τοὺς θεατὰς εἰς τὴν γεννῶσαν ἐντύπωσιν, ὡς δὲ ἠρέμα καὶ ἀναλόγως ἀναλογιζόμενοι τὴν δεξιότητα καὶ τὴν χάριν ἔδεικνυον θαυμασμὸν καὶ ἱλαρότητα. Αἱ ἐμφανίσεις της ὑπῆρξαν ἀπαράμιλλοι.: [6, 452, 234, 549]
- signature: Ὁ πρόεδρος φίλος σας Σ. Κατσώνης: [1085, 345, 1286, 359]
- paragraph: Ἡ ἀρχιμηχανικὸς τῆς ἑταιρίας Μπατινιόλ κ. Μπαρό, εὑρισκόμενος ἐπὶ τοῦ παρόντος ἐν Χαλκίδι, ἐδήλωσεν ὅτι ἡ παράδοσις τοῦ ὑλικοῦ θὰ γίνῃ ἐντὸς τῆς προσεχοῦς ἑβδομάδος.: [1306, 1128, 1594, 1184]
- column-2: [246, 64, 499, 2214]
- signature: Κ. Ι. Καραμούζης: [1190, 839, 1286, 853]
- column-6: [1306, 64, 1594, 2214]
- advert-address: 4—Ὁδὸς Καπνικαρέας—4: [1090, 1343, 1248, 1357]
- paragraph: Ὁ δὲ ἐνθουσιασμὸς τοῦ πολυπληθοῦς ἀκροατηρίου δὲν ἐξέφρασε τὸ καλλιτεχνικὸν τάλαντον τῆς κορῆς. Ἀθηνᾶ ὑπῆρξεν ἐνθουσιώδεστατα. Ἐξεδηλώθησαν δὲ διὰ θυελλωδῶν χειροκροτημάτων μετὰ τὸ τέλος τῆς πράξεως κλήσεων ἐπὶ τῆς σκηνῆς καὶ διὰ ποικίλων ἐκδηλώσεων ἐνθουσιασμοῦ.: [6, 328, 234, 452]
- column-4: [774, 64, 1032, 2214]
- paragraph: Ἄρθρον 49. Τὰ μερίσματα πληρώνονται εἰς Ἀθήνας μετὰ τὴν ἔγκρισιν τοῦ ἰσολογισμοῦ ὑπὸ τῆς τακτικῆς Γεν. Συνελεύσεως τοῦ Μαρτίου καὶ ἐντὸς τοῦ πρώτου δεκαπενθημέρου τοῦ Ἀπριλίου.: [511, 593, 762, 663]
- signature: Γ. Κοκκίνης: [1218, 1059, 1286, 1073]
- paragraph: Ἐν Ἀθήναις παρὰ τῷ ταμείῳ τῆς Ἑταιρίας, ὁδὸς Θεμιστοκλέους ἀρ. 6, καὶ ἐν Λονδίνῳ παρὰ τῇ Glyn, Mills, Currie and Co, 67 Lombard Street.: [511, 831, 762, 886]
- notice-headline: ΕΥΚΑΙΡΙΑ: [602, 1425, 671, 1441]
- paragraph: Ἐν σχέσει μὲ τὴν λαθοῦσαν χώραν ἐσχάτως μεγάλην κλοπὴν ἐν τῷ ξενοδοχείῳ τῆς «Μασσαλίας» συνελήφθη χθὲς καὶ ἕτερος ὑπάλληλος αὐτοῦ, ὁ Παν. Ψινόπουλος, ὅστις ὕστερον ἐξήχθη εἰς τὸν ἀνακριτὴν εἰς μακρὰν ἀνάκρισιν. Εἶνε δὲ ὅτι ὁ ἄλλος ἐφυλακίσθη ἐπὶ τῇ βάσει τῶν ἐνδείξεων τῆς ἀνακρίσεως.: [6, 727, 234, 850]
- paragraph: Ἡ συμπλοκὴ διήρκεσεν ἐπὶ πολλὰς ὥρας, ἐπεσαν δὲ κατ᾽ αὐτὴν πολλοὶ νεκροὶ καὶ τραυματίαι.: [1306, 594, 1594, 636]
- advert-headline: ΚΕΡΔΟΣ 301,700 ΔΡΑΧΜΩΝ: [818, 746, 988, 786]
- signature: Πρόεδρος Β. Σ. Δημόπουλος: [1129, 943, 1286, 957]
- signature: Δ. Κ.: [1559, 399, 1586, 413]
- newspaper-masthead: ΕΜΠΡΟΣ: [718, 8, 882, 32]
- advert-name: Λ. Ι. ΧΑΡΑΜΗΣ: [849, 1062, 957, 1078]
- paragraph: Οἰτύλου. Ἀνθῆ Ἰ. Θεοδωρίδα, Εὐρ. Β. Μπαρελάη, Διαμάντω Π. Γιατράκη, Διαμάντω Ἰ. Μεσσακοπούλου, Σταυρούλα Ἀγγελάκου, Φωτ. Π. Καρατζᾶ, Μαγδαλ. Χ. Πολυμενέα.: [246, 374, 499, 443]
- signature: Ἀργ. Ἀντωνόπουλος: [1174, 987, 1286, 1001]
- signature: Ἀθ. Γ. Φρίντζος: [1198, 637, 1286, 651]
- article-headline: ΔΙΑ ΤΟΝ ΠΑΤΡΙΑΡΧΗΝ: [1338, 218, 1562, 240]
- signature: Δ. Ξίνου: [1239, 1131, 1286, 1145]
- paragraph: Κορινθίας. Ὀρ. Α. Μεταξοπούλου, Εὐφρ. Λογοθέτη, γραμματεύς. Θεώνη Λιάλια ταμίας, Ἑλ. Καρατζᾶ, Μάσιγκα Κορίνη, Ἑλένη Γ. Μεντελοπούλου.: [6, 1435, 234, 1490]
- paragraph: Ὁ παρ᾽ ὑμῶν ψεκαστὴρ εἰργάσθη ἀρίστα καθ᾽ ὅλην τὴν περίοδον.: [1044, 809, 1294, 838]
- article-headline: ΠΡΟΚΗΡΥΞΕΙΣ: [1350, 156, 1550, 186]
